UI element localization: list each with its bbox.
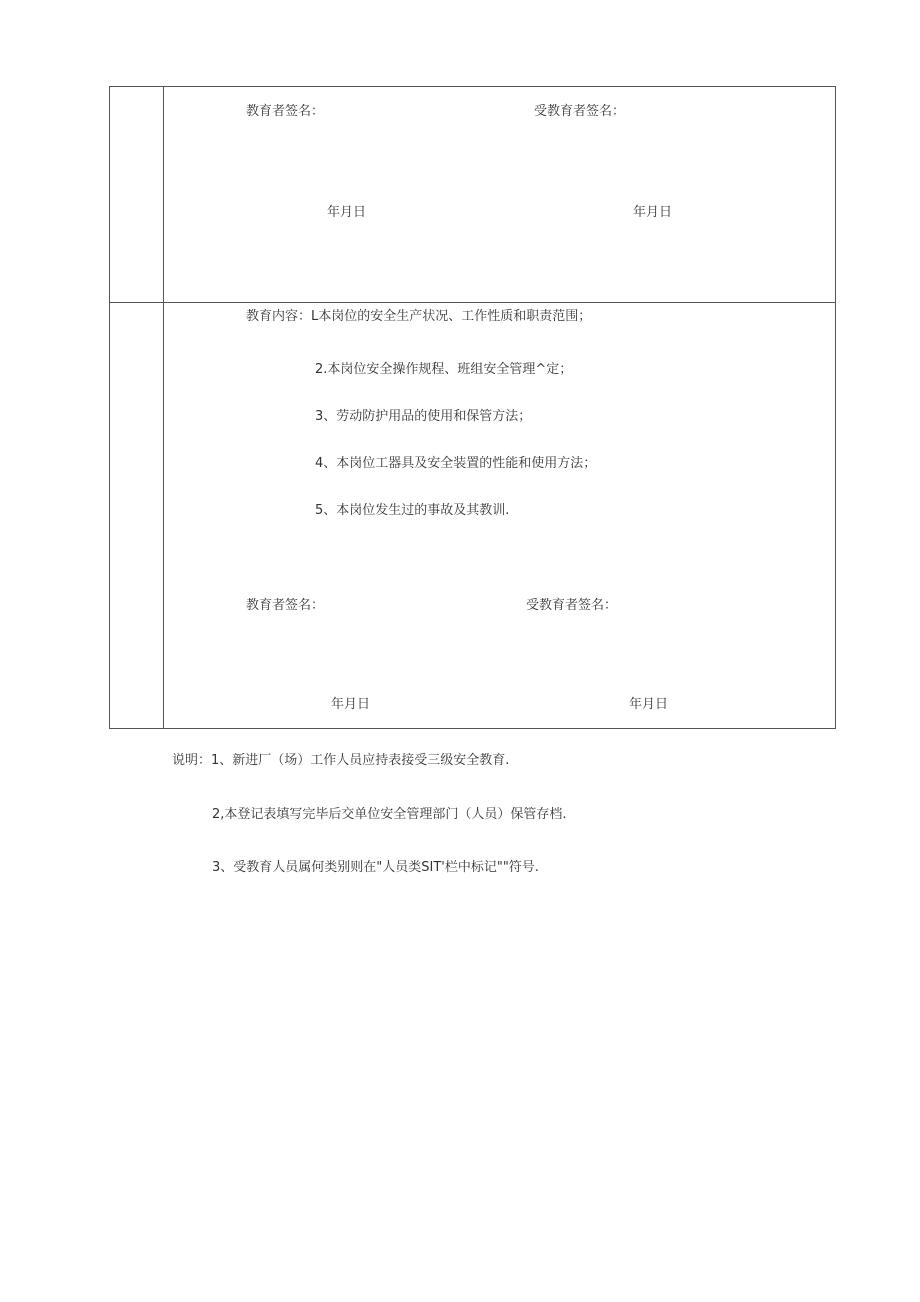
educator-date-label: 年月日 bbox=[331, 697, 371, 712]
education-content-item-5: 5、本岗位发生过的事故及其教训. bbox=[315, 503, 510, 518]
education-content-item-3: 3、劳动防护用品的使用和保管方法； bbox=[315, 409, 532, 424]
educator-date-label: 年月日 bbox=[327, 205, 367, 220]
note-item-3: 3、受教育人员属何类别则在"人员类SIT'栏中标记""符号. bbox=[212, 860, 539, 875]
educatee-date-label: 年月日 bbox=[633, 205, 673, 220]
education-content-item-4: 4、本岗位工器具及安全装置的性能和使用方法； bbox=[315, 456, 597, 471]
educatee-date-label: 年月日 bbox=[629, 697, 669, 712]
educator-signature-label: 教育者签名： bbox=[246, 104, 325, 119]
educatee-signature-label: 受教育者签名： bbox=[534, 104, 626, 119]
note-item-1: 说明：1、新进厂（场）工作人员应持表接受三级安全教育. bbox=[172, 753, 510, 768]
educatee-signature-label: 受教育者签名： bbox=[526, 598, 618, 613]
educator-signature-label: 教育者签名： bbox=[246, 598, 325, 613]
education-content-item-1: 教育内容：L本岗位的安全生产状况、工作性质和职责范围； bbox=[246, 309, 592, 324]
row-divider bbox=[110, 302, 835, 303]
registration-form-table bbox=[109, 86, 836, 729]
note-item-2: 2,本登记表填写完毕后交单位安全管理部门（人员）保管存档. bbox=[212, 807, 567, 822]
column-divider bbox=[163, 87, 164, 728]
education-content-item-2: 2.本岗位安全操作规程、班组安全管理^定； bbox=[315, 362, 573, 377]
